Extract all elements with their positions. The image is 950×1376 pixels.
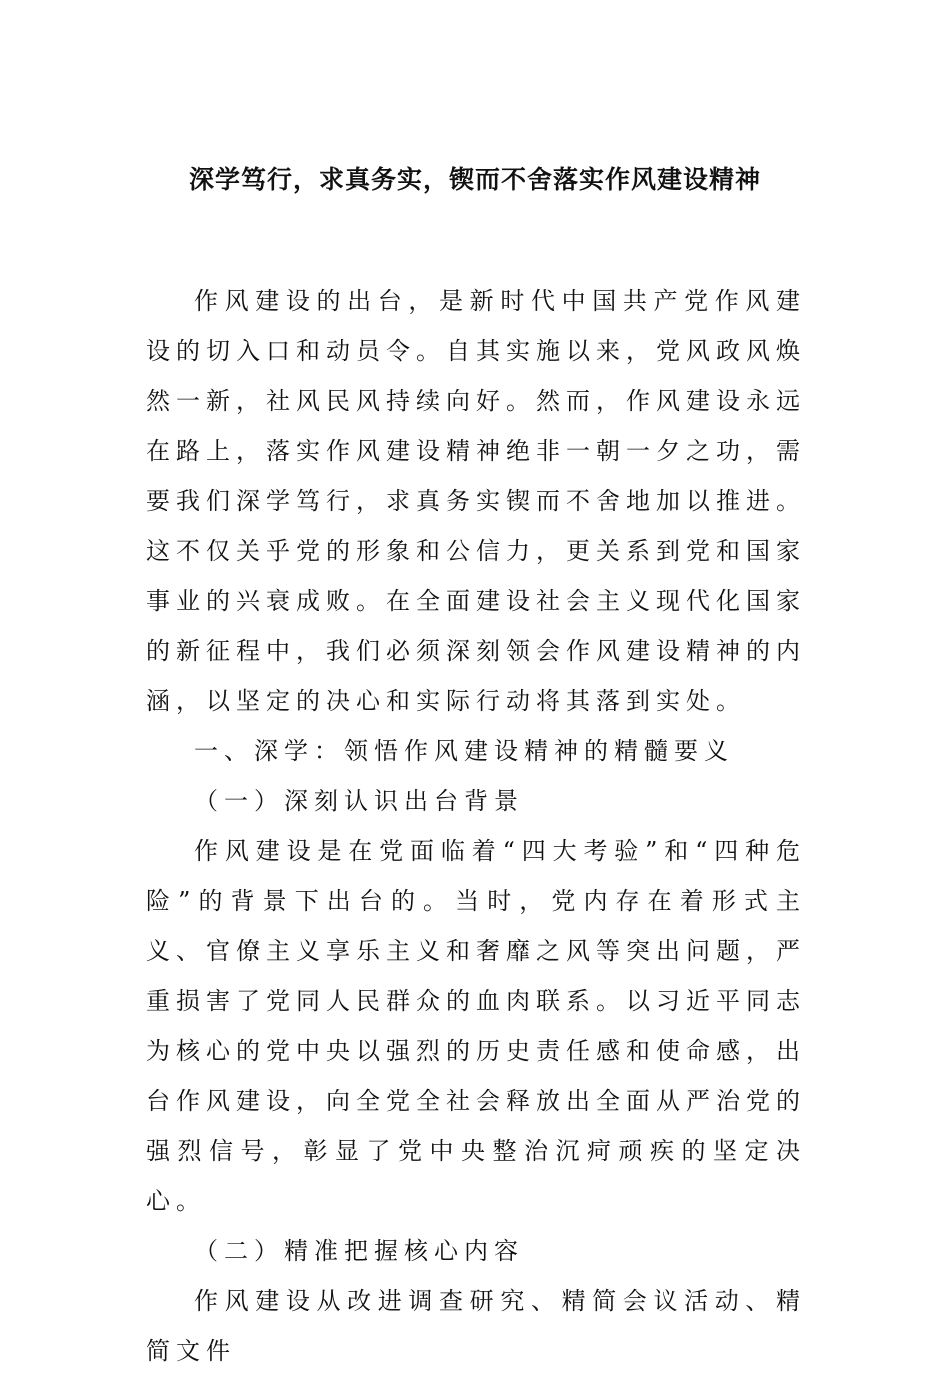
subsection-heading-1: （一）深刻认识出台背景 [194,787,524,815]
subsection-heading-2: （二）精准把握核心内容 [194,1237,524,1265]
document-title: 深学笃行，求真务实，锲而不舍落实作风建设精神 [188,165,761,194]
section-heading-1: 一、深学：领悟作风建设精神的精髓要义 [194,737,734,765]
paragraph-background: 作风建设是在党面临着“四大考验”和“四种危险”的背景下出台的。当时，党内存在着形式主义、官僚主义享乐主义和奢靡之风等突出问题，严重损害了党同人民群众的血肉联系。以习近平同志为核心的党中央以强烈的历史责任感和使命感，出台作风建设，向全党全社会释放出全面从严治党的强烈信号，彰显了党中央整治沉疴顽疾的坚定决心。 [146,837,806,1215]
document-body [146,276,806,1376]
paragraph-core-content: 作风建设从改进调查研究、精简会议活动、精简文件 [146,1287,806,1365]
paragraph-intro: 作风建设的出台，是新时代中国共产党作风建设的切入口和动员令。自其实施以来，党风政风焕然一新，社风民风持续向好。然而，作风建设永远在路上，落实作风建设精神绝非一朝一夕之功，需要我们深学笃行，求真务实锲而不舍地加以推进。这不仅关乎党的形象和公信力，更关系到党和国家事业的兴衰成败。在全面建设社会主义现代化国家的新征程中，我们必须深刻领会作风建设精神的内涵，以坚定的决心和实际行动将其落到实处。 [146,287,806,715]
